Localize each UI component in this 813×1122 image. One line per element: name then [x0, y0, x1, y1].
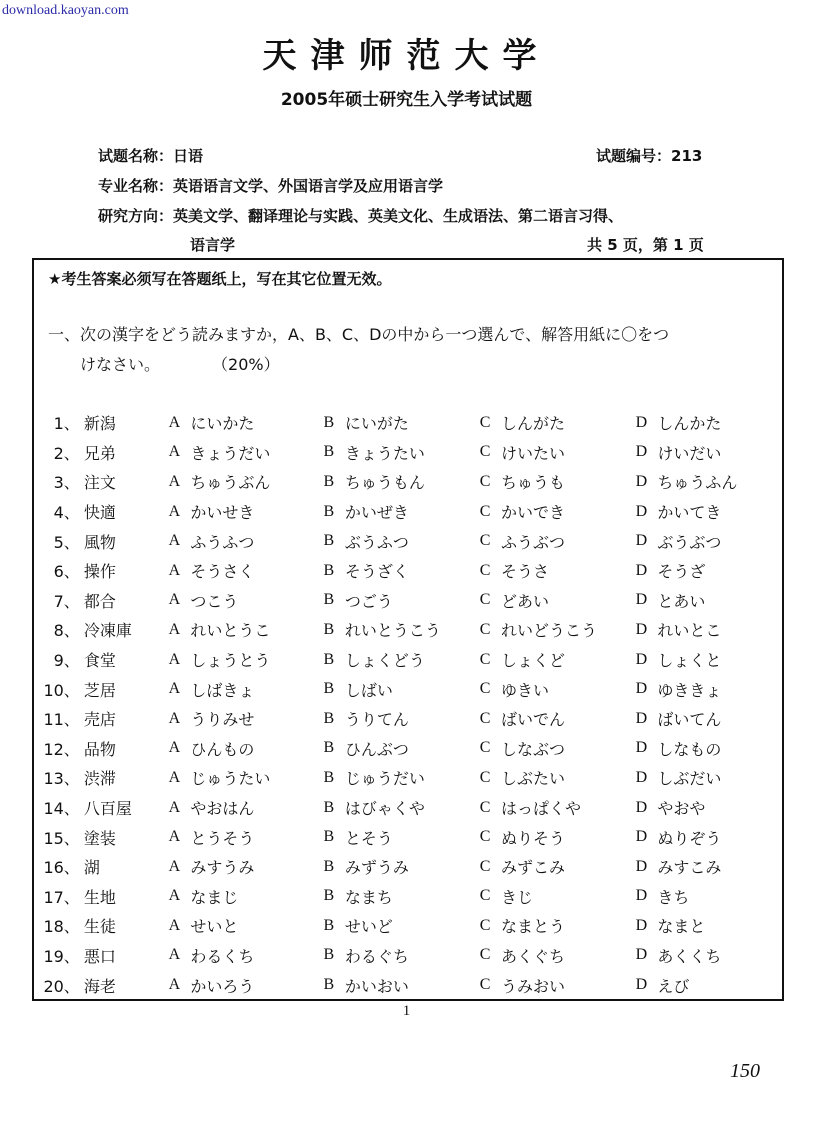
option-c: ぬりそう	[501, 828, 566, 848]
item-number: 4、	[53, 503, 80, 523]
option-a-label: A	[168, 709, 181, 727]
item-row	[42, 763, 782, 793]
item-kanji: 兄弟	[83, 443, 116, 463]
option-a-label: A	[168, 650, 181, 668]
option-d: やおや	[657, 799, 706, 819]
subject-name: 试题名称：日语	[98, 147, 204, 165]
option-d: そうざ	[657, 562, 706, 582]
option-c-label: C	[479, 828, 491, 846]
option-c: なまとう	[501, 917, 566, 937]
option-d-label: D	[635, 532, 648, 550]
option-b-label: B	[323, 561, 335, 579]
item-row	[42, 793, 782, 823]
item-number: 19、	[43, 946, 80, 966]
option-d: えび	[657, 976, 690, 996]
item-row	[42, 467, 782, 497]
option-b-label: B	[323, 709, 335, 727]
option-a: なまじ	[190, 887, 239, 907]
option-a: かいろう	[190, 976, 255, 996]
item-row	[42, 615, 782, 645]
option-b: れいとうこう	[344, 621, 441, 641]
option-b: にいがた	[344, 414, 409, 434]
item-number: 2、	[53, 443, 80, 463]
page-count: 共 5 页，第 1 页	[587, 236, 704, 254]
option-a-label: A	[168, 739, 181, 757]
option-d: とあい	[657, 591, 706, 611]
option-c: はっぱくや	[501, 799, 582, 819]
option-c: ばいでん	[501, 710, 566, 730]
option-d-label: D	[635, 976, 648, 994]
option-d-label: D	[635, 502, 648, 520]
item-row	[42, 645, 782, 675]
option-a: れいとうこ	[190, 621, 271, 641]
option-c: ふうぶつ	[501, 532, 566, 552]
question-1-instruction	[48, 320, 773, 380]
option-c: しなぶつ	[501, 739, 566, 759]
option-c-label: C	[479, 413, 491, 431]
option-c: そうさ	[501, 562, 550, 582]
item-kanji: 注文	[83, 473, 116, 493]
option-b: わるぐち	[344, 946, 409, 966]
item-kanji: 八百屋	[83, 799, 132, 819]
option-a: そうさく	[190, 562, 255, 582]
item-row	[42, 882, 782, 912]
option-d-label: D	[635, 946, 648, 964]
option-a: にいかた	[190, 414, 255, 434]
item-number: 5、	[53, 532, 80, 552]
option-c-label: C	[479, 709, 491, 727]
item-number: 13、	[43, 769, 80, 789]
question-items-table	[42, 408, 782, 1000]
option-a-label: A	[168, 887, 181, 905]
research-direction: 研究方向：英美文学、翻译理论与实践、英美文化、生成语法、第二语言习得、	[98, 207, 624, 225]
option-c-label: C	[479, 887, 491, 905]
item-row	[42, 497, 782, 527]
option-a-label: A	[168, 591, 181, 609]
option-c: けいたい	[501, 443, 566, 463]
option-b-label: B	[323, 443, 335, 461]
item-row	[42, 586, 782, 616]
option-d: ぬりぞう	[657, 828, 722, 848]
item-number: 11、	[43, 710, 80, 730]
option-a-label: A	[168, 561, 181, 579]
option-c: どあい	[501, 591, 550, 611]
option-a-label: A	[168, 946, 181, 964]
option-c-label: C	[479, 946, 491, 964]
item-number: 6、	[53, 562, 80, 582]
option-c-label: C	[479, 768, 491, 786]
option-c-label: C	[479, 798, 491, 816]
item-kanji: 風物	[83, 532, 116, 552]
instruction-line-2	[48, 350, 773, 380]
item-row	[42, 674, 782, 704]
option-b-label: B	[323, 887, 335, 905]
option-d: ゆききょ	[657, 680, 722, 700]
option-d-label: D	[635, 739, 648, 757]
option-c: ちゅうも	[501, 473, 566, 493]
option-c: ゆきい	[501, 680, 550, 700]
option-a: ひんもの	[190, 739, 255, 759]
option-b: みずうみ	[344, 858, 409, 878]
option-d-label: D	[635, 443, 648, 461]
option-c: しぶたい	[501, 769, 566, 789]
item-row	[42, 556, 782, 586]
item-number: 8、	[53, 621, 80, 641]
option-b: かいぜき	[344, 503, 409, 523]
option-b-label: B	[323, 739, 335, 757]
option-a: やおはん	[190, 799, 255, 819]
option-d-label: D	[635, 887, 648, 905]
option-b-label: B	[323, 976, 335, 994]
item-number: 1、	[53, 414, 80, 434]
subject-code: 试题编号：213	[596, 147, 703, 165]
option-a: とうそう	[190, 828, 255, 848]
item-kanji: 冷凍庫	[83, 621, 132, 641]
option-a-label: A	[168, 976, 181, 994]
option-d-label: D	[635, 472, 648, 490]
instruction-line-1: 一、次の漢字をどう読みますか，A、B、C、Dの中から一つ選んで、解答用紙に〇をつ	[48, 325, 670, 344]
option-d: あくくち	[657, 946, 722, 966]
option-d: かいてき	[657, 503, 722, 523]
item-row	[42, 822, 782, 852]
option-d: ちゅうふん	[657, 473, 738, 493]
option-c-label: C	[479, 502, 491, 520]
option-c: うみおい	[501, 976, 566, 996]
item-kanji: 塗装	[83, 828, 116, 848]
option-b: しばい	[344, 680, 393, 700]
item-kanji: 操作	[83, 562, 116, 582]
option-b-label: B	[323, 916, 335, 934]
option-c-label: C	[479, 620, 491, 638]
option-b-label: B	[323, 532, 335, 550]
item-kanji: 渋滞	[83, 769, 116, 789]
university-name: 天津师范大学	[262, 36, 551, 76]
option-b: じゅうだい	[344, 769, 425, 789]
option-d: れいとこ	[657, 621, 722, 641]
option-b: ちゅうもん	[344, 473, 425, 493]
exam-title: 2005年硕士研究生入学考试试题	[280, 90, 533, 110]
option-a: うりみせ	[190, 710, 255, 730]
option-b: ひんぶつ	[344, 739, 409, 759]
option-a-label: A	[168, 768, 181, 786]
item-number: 3、	[53, 473, 80, 493]
option-c-label: C	[479, 916, 491, 934]
option-c-label: C	[479, 591, 491, 609]
option-a: きょうだい	[190, 443, 271, 463]
option-c: れいどうこう	[501, 621, 598, 641]
option-d: ばいてん	[657, 710, 722, 730]
item-kanji: 品物	[83, 739, 116, 759]
option-b: そうざく	[344, 562, 409, 582]
item-kanji: 快適	[83, 503, 116, 523]
item-row	[42, 911, 782, 941]
item-kanji: 海老	[83, 976, 116, 996]
option-d: きち	[657, 887, 690, 907]
option-b: なまち	[344, 887, 393, 907]
item-number: 17、	[43, 887, 80, 907]
option-b: ぶうふつ	[344, 532, 409, 552]
option-a: ちゅうぶん	[190, 473, 271, 493]
option-b-label: B	[323, 857, 335, 875]
option-b-label: B	[323, 413, 335, 431]
option-b-label: B	[323, 768, 335, 786]
option-b-label: B	[323, 650, 335, 668]
option-b: せいど	[344, 917, 393, 937]
option-c-label: C	[479, 976, 491, 994]
option-a-label: A	[168, 443, 181, 461]
handwritten-number: 150	[730, 1060, 760, 1082]
option-a: つこう	[190, 591, 239, 611]
option-b: つごう	[344, 591, 393, 611]
item-number: 7、	[53, 591, 80, 611]
exam-notice: ★考生答案必须写在答题纸上，写在其它位置无效。	[48, 270, 392, 288]
item-kanji: 売店	[83, 710, 116, 730]
option-a: ふうふつ	[190, 532, 255, 552]
option-c-label: C	[479, 472, 491, 490]
option-a: みすうみ	[190, 858, 255, 878]
option-d: しぶだい	[657, 769, 722, 789]
option-d-label: D	[635, 680, 648, 698]
option-c: しょくど	[501, 651, 566, 671]
option-a-label: A	[168, 798, 181, 816]
question-box	[32, 258, 784, 1001]
option-c-label: C	[479, 650, 491, 668]
option-d-label: D	[635, 413, 648, 431]
option-d-label: D	[635, 798, 648, 816]
instruction-text: けなさい。	[80, 355, 161, 374]
option-a-label: A	[168, 472, 181, 490]
option-b-label: B	[323, 620, 335, 638]
option-a-label: A	[168, 532, 181, 550]
option-c: みずこみ	[501, 858, 566, 878]
item-row	[42, 704, 782, 734]
option-d-label: D	[635, 828, 648, 846]
option-a: しょうとう	[190, 651, 271, 671]
item-kanji: 生徒	[83, 917, 116, 937]
option-c: あくぐち	[501, 946, 566, 966]
item-kanji: 食堂	[83, 651, 116, 671]
option-d-label: D	[635, 768, 648, 786]
option-d: しょくと	[657, 651, 722, 671]
item-kanji: 都合	[83, 591, 116, 611]
option-c-label: C	[479, 561, 491, 579]
option-d-label: D	[635, 916, 648, 934]
item-number: 15、	[43, 828, 80, 848]
option-b-label: B	[323, 946, 335, 964]
research-direction-cont: 语言学	[190, 236, 236, 254]
option-d: ぶうぶつ	[657, 532, 722, 552]
item-row	[42, 852, 782, 882]
option-a-label: A	[168, 413, 181, 431]
watermark-text: download.kaoyan.com	[2, 3, 129, 18]
option-a: じゅうたい	[190, 769, 271, 789]
option-d-label: D	[635, 650, 648, 668]
option-b: かいおい	[344, 976, 409, 996]
page-number: 1	[402, 1003, 411, 1019]
item-number: 14、	[43, 799, 80, 819]
option-a-label: A	[168, 502, 181, 520]
item-number: 16、	[43, 858, 80, 878]
item-kanji: 悪口	[83, 946, 116, 966]
option-a: しばきょ	[190, 680, 255, 700]
item-number: 18、	[43, 917, 80, 937]
item-number: 10、	[43, 680, 80, 700]
item-row	[42, 408, 782, 438]
option-b-label: B	[323, 472, 335, 490]
item-row	[42, 941, 782, 971]
item-kanji: 芝居	[83, 680, 116, 700]
option-c: かいでき	[501, 503, 566, 523]
option-d: なまと	[657, 917, 706, 937]
option-b-label: B	[323, 591, 335, 609]
option-a: わるくち	[190, 946, 255, 966]
option-d: みすこみ	[657, 858, 722, 878]
option-c: しんがた	[501, 414, 566, 434]
option-c-label: C	[479, 680, 491, 698]
option-d: しなもの	[657, 739, 722, 759]
option-a-label: A	[168, 680, 181, 698]
option-d-label: D	[635, 857, 648, 875]
item-row	[42, 526, 782, 556]
option-d-label: D	[635, 709, 648, 727]
option-c-label: C	[479, 857, 491, 875]
option-d-label: D	[635, 591, 648, 609]
item-number: 12、	[43, 739, 80, 759]
option-b: とそう	[344, 828, 393, 848]
question-score: （20%）	[220, 355, 280, 374]
option-b: はびゃくや	[344, 799, 425, 819]
option-b-label: B	[323, 680, 335, 698]
option-c: きじ	[501, 887, 534, 907]
option-b-label: B	[323, 798, 335, 816]
option-a: せいと	[190, 917, 239, 937]
option-c-label: C	[479, 532, 491, 550]
option-b: うりてん	[344, 710, 409, 730]
option-a-label: A	[168, 916, 181, 934]
option-a: かいせき	[190, 503, 255, 523]
option-a-label: A	[168, 828, 181, 846]
option-d: しんかた	[657, 414, 722, 434]
option-c-label: C	[479, 739, 491, 757]
item-kanji: 生地	[83, 887, 116, 907]
option-d-label: D	[635, 561, 648, 579]
item-number: 20、	[43, 976, 80, 996]
option-c-label: C	[479, 443, 491, 461]
item-kanji: 湖	[83, 858, 100, 878]
option-b: しょくどう	[344, 651, 425, 671]
item-row	[42, 970, 782, 1000]
item-kanji: 新潟	[83, 414, 116, 434]
option-a-label: A	[168, 620, 181, 638]
item-number: 9、	[53, 651, 80, 671]
option-b-label: B	[323, 828, 335, 846]
item-row	[42, 438, 782, 468]
option-b-label: B	[323, 502, 335, 520]
option-a-label: A	[168, 857, 181, 875]
option-d: けいだい	[657, 443, 722, 463]
major-name: 专业名称：英语语言文学、外国语言学及应用语言学	[98, 177, 444, 195]
option-d-label: D	[635, 620, 648, 638]
option-b: きょうたい	[344, 443, 425, 463]
item-row	[42, 734, 782, 764]
